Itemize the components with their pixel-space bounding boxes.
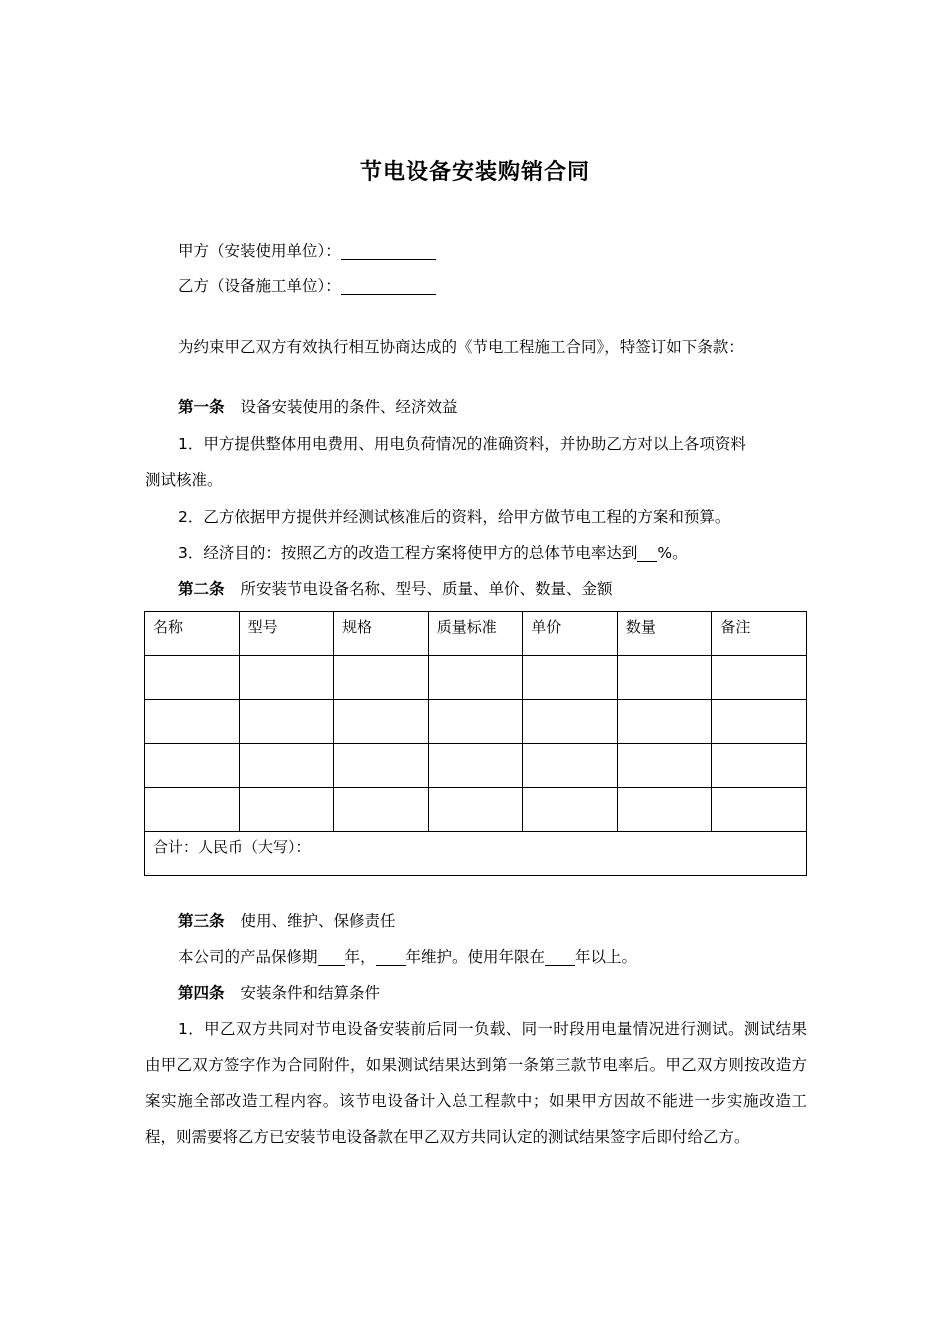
table-cell xyxy=(334,700,429,744)
table-cell xyxy=(428,656,523,700)
table-cell xyxy=(239,700,334,744)
article1-heading xyxy=(178,389,807,425)
party-b-blank xyxy=(341,278,436,295)
warranty-text-b: 年， xyxy=(344,948,376,966)
table-row xyxy=(145,656,807,700)
table-row xyxy=(145,788,807,832)
intro-text: 为约束甲乙双方有效执行相互协商达成的《节电工程施工合同》，特签订如下条款： xyxy=(178,338,744,356)
article1-item3-pre: 3．经济目的：按照乙方的改造工程方案将使甲方的总体节电率达到 xyxy=(178,544,638,562)
article1-item1-line2: 测试核准。 xyxy=(145,471,223,489)
warranty-text-d: 年以上。 xyxy=(575,948,638,966)
article4-number: 第四条 xyxy=(178,984,225,1002)
equipment-table xyxy=(144,611,807,876)
table-cell xyxy=(428,700,523,744)
table-cell xyxy=(334,656,429,700)
table-cell xyxy=(145,744,240,788)
table-cell xyxy=(145,656,240,700)
table-row xyxy=(145,744,807,788)
header-cell: 名称 xyxy=(145,612,240,656)
table-cell xyxy=(145,700,240,744)
table-row xyxy=(145,700,807,744)
article3-text xyxy=(178,939,807,975)
table-cell xyxy=(617,656,712,700)
table-cell xyxy=(617,700,712,744)
article1-item3 xyxy=(178,535,807,571)
header-cell: 质量标准 xyxy=(428,612,523,656)
header-cell: 备注 xyxy=(712,612,807,656)
article2-heading xyxy=(178,571,807,607)
warranty-text-c: 年维护。使用年限在 xyxy=(405,948,546,966)
table-cell xyxy=(523,656,618,700)
table-cell xyxy=(239,744,334,788)
table-cell xyxy=(617,788,712,832)
article4-item1: 1．甲乙双方共同对节电设备安装前后同一负载、同一时段用电量情况进行测试。测试结果由甲乙双方签字作为合同附件，如果测试结果达到第一条第三款节电率后。甲乙双方则按改造方案实施全部改造工程内容。该节电设备计入总工程款中；如果甲方因故不能进一步实施改造工程，则需要将乙方已安装节电设备款在甲乙双方共同认定的测试结果签字后即付给乙方。 xyxy=(145,1020,807,1146)
party-b-line xyxy=(178,268,807,304)
article2-title: 所安装节电设备名称、型号、质量、单价、数量、金额 xyxy=(240,580,613,598)
article4-heading xyxy=(178,975,807,1011)
header-cell: 规格 xyxy=(334,612,429,656)
warranty-period-blank xyxy=(318,949,345,966)
table-total-row xyxy=(145,832,807,876)
article1-item2: 2．乙方依据甲方提供并经测试核准后的资料，给甲方做节电工程的方案和预算。 xyxy=(178,508,731,526)
article3-heading xyxy=(178,903,807,939)
article1-number: 第一条 xyxy=(178,398,225,416)
party-b-label: 乙方（设备施工单位）： xyxy=(178,277,341,295)
table-cell xyxy=(712,700,807,744)
table-cell xyxy=(239,656,334,700)
article1-title: 设备安装使用的条件、经济效益 xyxy=(240,398,458,416)
article3-title: 使用、维护、保修责任 xyxy=(240,912,396,930)
table-cell xyxy=(523,788,618,832)
saving-rate-blank xyxy=(637,545,657,562)
table-header-row xyxy=(145,612,807,656)
table-cell xyxy=(523,700,618,744)
maintenance-period-blank xyxy=(376,949,406,966)
table-cell xyxy=(712,788,807,832)
total-cell: 合计：人民币（大写）： xyxy=(145,832,807,876)
party-a-blank xyxy=(341,243,436,260)
article4-title: 安装条件和结算条件 xyxy=(240,984,381,1002)
service-life-blank xyxy=(545,949,575,966)
document-title: 节电设备安装购销合同 xyxy=(359,160,590,185)
table-cell xyxy=(712,656,807,700)
article1-item1-line1: 1．甲方提供整体用电费用、用电负荷情况的准确资料，并协助乙方对以上各项资料 xyxy=(178,435,746,453)
header-cell: 型号 xyxy=(239,612,334,656)
party-a-label: 甲方（安装使用单位）： xyxy=(178,242,341,260)
warranty-text-a: 本公司的产品保修期 xyxy=(178,948,318,966)
table-cell xyxy=(428,788,523,832)
article2-number: 第二条 xyxy=(178,580,225,598)
table-cell xyxy=(523,744,618,788)
table-cell xyxy=(334,788,429,832)
table-cell xyxy=(712,744,807,788)
table-cell xyxy=(428,744,523,788)
table-cell xyxy=(334,744,429,788)
article3-number: 第三条 xyxy=(178,912,225,930)
table-cell xyxy=(145,788,240,832)
party-a-line xyxy=(178,233,807,269)
article1-item3-post: %。 xyxy=(657,544,688,562)
table-cell xyxy=(617,744,712,788)
table-cell xyxy=(239,788,334,832)
header-cell: 数量 xyxy=(617,612,712,656)
header-cell: 单价 xyxy=(523,612,618,656)
